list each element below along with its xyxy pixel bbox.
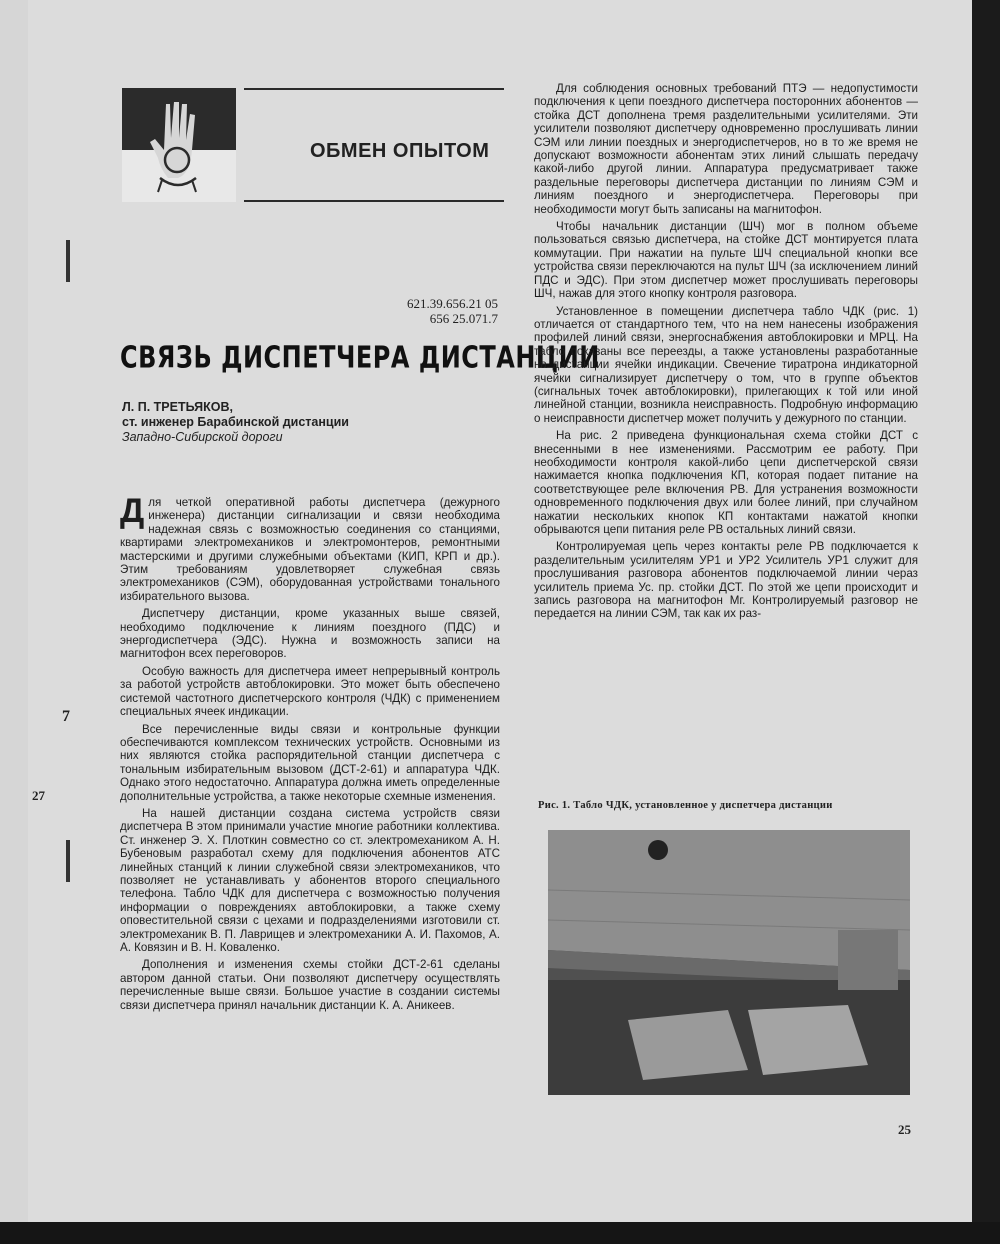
udc-codes bbox=[328, 296, 498, 326]
paragraph: На нашей дистанции создана система устройств связи диспетчера В этом принимали участие многие работники коллектива. Ст. инженер Э. Х. Плоткин совместно со ст. электромехаником А. Н. Бубеновым разработал схему для подключения абонентов АТС линейных станций к линии служебной связи электромехаников, что позволяет не устанавливать у абонентов второго специального телефона. Табло ЧДК для диспетчера с возможностью получения информации о повреждениях автоблокировки, а также схему оповестительной связи с цехами и подразделениями изготовили ст. электромеханик В. П. Лаврищев и электромеханики А. И. Пахомов, А. А. Ковязин и В. Н. Коваленко. bbox=[120, 806, 500, 954]
article-title: СВЯЗЬ ДИСПЕТЧЕРА ДИСТАНЦИИ bbox=[120, 340, 600, 375]
figure-caption: Рис. 1. Табло ЧДК, установленное у диспетчера дистанции bbox=[538, 800, 833, 811]
author-affiliation: Западно-Сибирской дороги bbox=[122, 430, 283, 444]
udc-code-line: 621.39.656.21 05 bbox=[407, 296, 498, 311]
binding-mark bbox=[66, 240, 70, 282]
paragraph: Все перечисленные виды связи и контрольные функции обеспечиваются комплексом технических устройств. Основными из них являются стойка распорядительной станции диспетчера с тональным избирательным вызовом (ДСТ-2-61) и аппаратура ЧДК. Однако этого недостаточно. Аппаратура должна иметь определенные дополнительные устройства, а также некоторые схемные изменения. bbox=[120, 722, 500, 803]
magazine-page bbox=[28, 0, 972, 1222]
paragraph: Дополнения и изменения схемы стойки ДСТ-2-61 сделаны автором данной статьи. Они позволяют диспетчеру осуществлять перечисленные выше связи. Большое участие в создании системы связи диспетчера принял начальник дистанции К. А. Аникеев. bbox=[120, 958, 500, 1012]
header-rule-top bbox=[244, 88, 504, 90]
author-name: Л. П. ТРЕТЬЯКОВ, bbox=[122, 400, 233, 414]
margin-number: 7 bbox=[62, 708, 70, 725]
margin-number: 27 bbox=[32, 788, 45, 803]
paragraph: Установленное в помещении диспетчера табло ЧДК (рис. 1) отличается от стандартного тем, что на нем нанесены изображения профилей линий связи, энергоснабжения автоблокировки и МРЦ. На табло показаны все переезды, а также установлены разработанные на дистанции ячейки индикации. Свечение тиратрона индикаторной ячейки сигнализирует диспетчеру о том, что в группе объектов (сигнальных точек автоблокировки), прилегающих к той или иной линейной станции, возникла неисправность. Подробную информацию о неисправности диспетчер может получить у дежурного по станции. bbox=[534, 304, 918, 425]
udc-code-line: 656 25.071.7 bbox=[429, 311, 498, 326]
header-rule-bottom bbox=[244, 200, 504, 202]
paragraph: Для четкой оперативной работы диспетчера (дежурного инженера) дистанции сигнализации и связи необходима надежная связь с возможностью соединения со станциями, квартирами электромехаников и электромонтеров, ремонтными мастерскими и другими служебными объектами (КИП, КРП и др.). Этим требованиям удовлетворяет служебная связь электромехаников (СЭМ), оборудованная устройствами тонального избирательного вызова. bbox=[120, 492, 500, 603]
author-block bbox=[122, 400, 482, 445]
paragraph: На рис. 2 приведена функциональная схема стойки ДСТ с внесенными в нее изменениями. Рассмотрим ее работу. При необходимости контроля какой-либо цепи диспетчерской связи нажимается кнопка подключения КП, которая подает питание на соответствующее реле включения РВ. Для устранения возможности одновременного подключения двух или более линий, при случайном нажатии нескольких кнопок КП контактами нажатой кнопки обрываются цепи питания реле РВ остальных линий связи. bbox=[534, 429, 918, 536]
paragraph: Особую важность для диспетчера имеет непрерывный контроль за работой устройств автоблокировки. Это может быть обеспечено системой частотного диспетчерского контроля (ЧДК) с применением специальных ячеек индикации. bbox=[120, 664, 500, 719]
rubric-logo bbox=[122, 88, 236, 202]
paragraph: Для соблюдения основных требований ПТЭ — недопустимости подключения к цепи поездного диспетчера посторонних абонентов — стойка ДСТ дополнена тремя разделительными усилителями. Эти усилители позволяют диспетчеру одновременно прослушивать линии СЭМ или линии поездных и энергодиспетчеров, но в то же время не допускают возможности абонентам этих линий слышать передачу какой-либо другой линии. Аппаратура предусматривает также раздельные переговоры диспетчера дистанции по линиям СЭМ и линиям поездного и энергодиспетчера. Переговоры при необходимости могут быть записаны на магнитофон. bbox=[534, 82, 918, 216]
figure-photo-chdk-board bbox=[548, 830, 910, 1095]
paragraph: Контролируемая цепь через контакты реле РВ подключается к разделительным усилителям УР1 и УР2 Усилитель УР1 служит для прослушивания разговора абонентов подключаемой линии чераз усилитель приема Ус. пр. стойки ДСТ. По этой же цепи происходит и запись разговора на магнитофон Мг. Контролируемый разговор не передается на линии СЭМ, так как их раз- bbox=[534, 540, 918, 621]
author-role: ст. инженер Барабинской дистанции bbox=[122, 415, 349, 429]
hand-emblem-icon bbox=[122, 88, 236, 202]
rubric-title: ОБМЕН ОПЫТОМ bbox=[310, 140, 490, 162]
scan-bottom-edge bbox=[0, 1222, 1000, 1244]
page-number: 25 bbox=[898, 1122, 911, 1137]
left-text-column bbox=[120, 492, 500, 1016]
left-margin-strip bbox=[0, 0, 28, 1244]
drop-cap: Д bbox=[120, 492, 145, 530]
binding-mark bbox=[66, 840, 70, 882]
right-text-column bbox=[534, 82, 918, 625]
paragraph: Чтобы начальник дистанции (ШЧ) мог в полном объеме пользоваться связью диспетчера, на стойке ДСТ монтируется плата коммутации. При нажатии на пульте ШЧ специальной кнопки все устройства связи переключаются на пульт ШЧ (за исключением линий ПДС и ЭДС). При этом диспетчер может прослушивать переговоры ШЧ, нажав для этого кнопку контроля разговора. bbox=[534, 220, 918, 301]
paragraph: Диспетчеру дистанции, кроме указанных выше связей, необходимо подключение к линиям поездного (ПДС) и энергодиспетчера (ЭДС). Нужна и возможность записи на магнитофон всех переговоров. bbox=[120, 607, 500, 661]
